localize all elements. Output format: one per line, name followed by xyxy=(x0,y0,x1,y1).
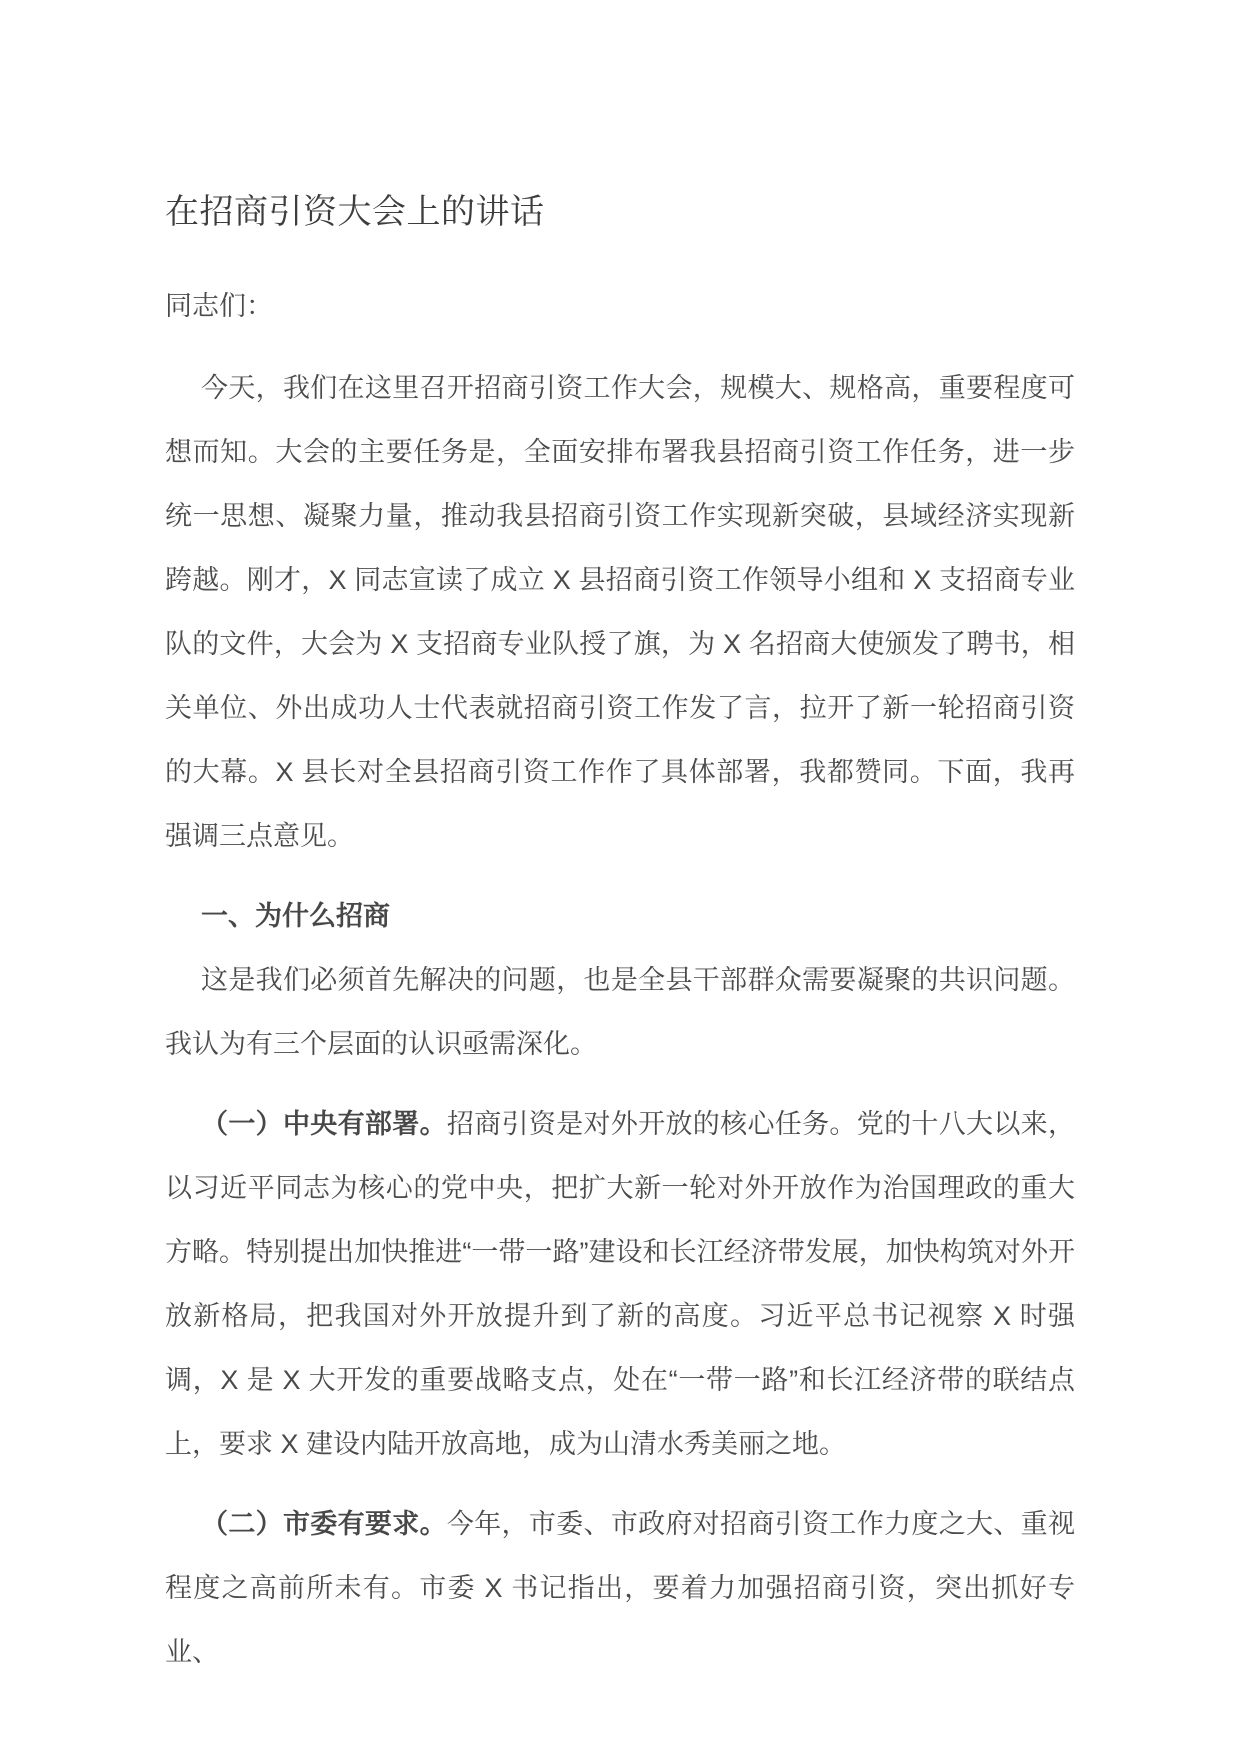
paragraph-subsection-2 xyxy=(165,1492,1075,1684)
paragraph-text: 今年，市委、市政府对招商引资工作力度之大、重视程度之高前所未有。市委 X 书记指出，要着力加强招商引资，突出抓好专业、 xyxy=(165,1509,1076,1667)
subsection-2-lead: （二）市委有要求。 xyxy=(201,1509,447,1539)
section-heading-label: 一、为什么招商 xyxy=(201,901,390,931)
section-heading-1 xyxy=(165,884,1075,948)
paragraph-text: 这是我们必须首先解决的问题，也是全县干部群众需要凝聚的共识问题。我认为有三个层面的认识亟需深化。 xyxy=(165,965,1075,1059)
paragraph-section-1-intro xyxy=(165,948,1075,1076)
document-title: 在招商引资大会上的讲话 xyxy=(165,193,545,231)
subsection-1-lead: （一）中央有部署。 xyxy=(201,1109,447,1139)
paragraph-intro xyxy=(165,356,1075,868)
paragraph-text: 招商引资是对外开放的核心任务。党的十八大以来，以习近平同志为核心的党中央，把扩大新一轮对外开放作为治国理政的重大方略。特别提出加快推进“一带一路”建设和长江经济带发展，加快构筑对外开放新格局，把我国对外开放提升到了新的高度。习近平总书记视察 X 时强调，X 是 X 大开发的重要战略支点，处在“一带一路”和长江经济带的联结点上，要求 X 建设内陆开放高地，成为山清水秀美丽之地。 xyxy=(165,1109,1076,1459)
paragraph-subsection-1 xyxy=(165,1092,1075,1476)
salutation-line: 同志们： xyxy=(165,291,273,321)
paragraph-text: 今天，我们在这里召开招商引资工作大会，规模大、规格高，重要程度可想而知。大会的主要任务是，全面安排布署我县招商引资工作任务，进一步统一思想、凝聚力量，推动我县招商引资工作实现新突破，县域经济实现新跨越。刚才，X 同志宣读了成立 X 县招商引资工作领导小组和 X 支招商专业队的文件，大会为 X 支招商专业队授了旗，为 X 名招商大使颁发了聘书，相关单位、外出成功人士代表就招商引资工作发了言，拉开了新一轮招商引资的大幕。X 县长对全县招商引资工作作了具体部署，我都赞同。下面，我再强调三点意见。 xyxy=(165,373,1075,851)
